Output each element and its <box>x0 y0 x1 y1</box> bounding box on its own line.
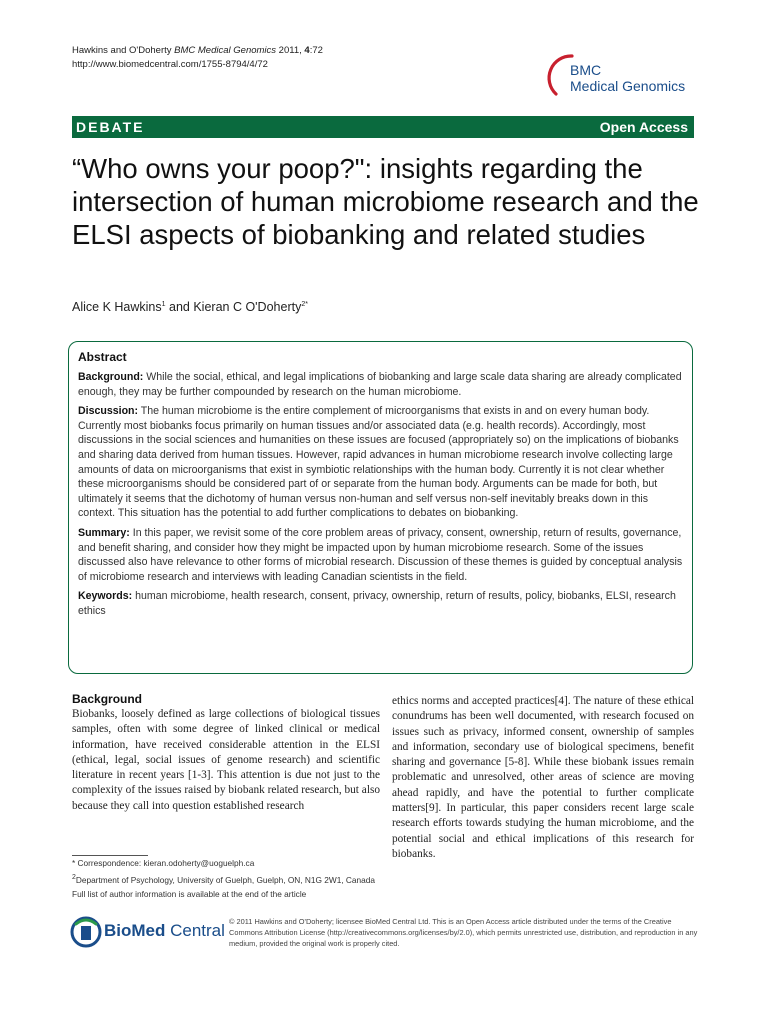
footnote-divider <box>72 855 148 856</box>
journal-logo-line2: Medical Genomics <box>570 78 686 94</box>
abstract-keywords <box>78 589 683 618</box>
affiliation-mark: 2 <box>72 874 76 882</box>
abstract-background <box>78 370 683 399</box>
article-type-banner <box>72 116 694 138</box>
citation-volume: 4 <box>304 45 310 56</box>
license-text: © 2011 Hawkins and O'Doherty; licensee BioMed Central Ltd. This is an Open Access article distributed under the terms of the Creative Commons Attribution License (http://creativecommons.org/licenses/by/2.0), which permits unrestricted use, distribution, and reproduction in any medium, provided the original work is properly cited. <box>229 917 698 948</box>
affiliation-text: Department of Psychology, University of Guelph, Guelph, ON, N1G 2W1, Canada <box>75 875 375 886</box>
publisher-name-light: Central <box>165 921 225 940</box>
author-affiliation-mark: 1 <box>161 300 166 308</box>
open-access-label: Open Access <box>599 119 688 135</box>
abstract-text: While the social, ethical, and legal implications of biobanking and large scale data sharing are already complicated enough, they may be further compounded by research on the human microbiome. <box>78 371 682 398</box>
abstract-summary <box>78 526 683 584</box>
body-column-left <box>72 692 380 814</box>
section-heading: Background <box>72 692 143 706</box>
abstract-text: The human microbiome is the entire complement of microorganisms that exists in and on every human body. Currently most biobanks focus primarily on human tissues and/or associated data (e.g. health records). Accordingly, most discussions in the social sciences and humanities on these issues are focused (appropriately so) on the implications of biobanks and sharing data derived from human tissues. However, rapid advances in human microbiome research involve collecting large amounts of data on microorganisms that exist in symbiotic relationships with the human body. Currently it is not clear whether these microorganisms should be considered part of or separate from the human body. Arguments can be made for both, but ultimately it seems that the dichotomy of human versus non-human and self versus non-self inevitably breaks down in this context. This situation has the potential to add further complications to debates on biobanking. <box>78 405 679 520</box>
body-paragraph: ethics norms and accepted practices[4]. The nature of these ethical conundrums has been well documented, with research focused on issues such as privacy, informed consent, ownership of samples and information, secondary use of biological specimens, benefit sharing and governance [5-8]. While these biobank issues remain problematic and unresolved, other areas of science are moving ahead rapidly, and have the potential to further complicate matters[9]. In particular, this paper considers recent large scale research efforts towards studying the human microbiome, and the potential social and ethical implications of this research for biobanks. <box>392 695 694 860</box>
footnotes <box>72 858 382 901</box>
abstract-text: human microbiome, health research, consent, privacy, ownership, return of results, policy, biobanks, ELSI, research ethics <box>78 590 676 617</box>
abstract-text: In this paper, we revisit some of the core problem areas of privacy, consent, ownership, return of results, governance, and benefit sharing, and consider how they might be impacted upon by human microbiome research. Some of the issues discussed also have relevance to other forms of microbial research. Discussion of these themes is guided by conceptual analysis of microbiome research and interviews with leading Canadian scientists in the field. <box>78 526 683 583</box>
citation-authors: Hawkins and O'Doherty <box>72 45 175 56</box>
author-separator: and <box>165 300 194 314</box>
citation-line <box>72 44 323 58</box>
affiliation-note <box>72 872 382 886</box>
abstract-discussion <box>78 404 683 521</box>
publisher-logo <box>70 914 230 952</box>
author-info-note: Full list of author information is available at the end of the article <box>72 889 307 900</box>
abstract-box <box>68 341 693 674</box>
abstract-heading: Abstract <box>78 350 127 364</box>
abstract-label: Keywords: <box>78 590 133 603</box>
publisher-name <box>104 921 225 941</box>
abstract-label: Summary: <box>78 526 130 539</box>
journal-logo <box>542 50 702 106</box>
abstract-label: Background: <box>78 371 144 383</box>
article-url[interactable]: http://www.biomedcentral.com/1755-8794/4/72 <box>72 59 268 70</box>
citation-journal: BMC Medical Genomics <box>174 45 277 56</box>
author-list <box>72 300 308 314</box>
author-affiliation-mark: 2* <box>301 300 308 308</box>
publisher-logo-icon <box>70 914 102 950</box>
author-name: Alice K Hawkins <box>72 300 162 314</box>
citation-article: :72 <box>309 45 323 56</box>
publisher-name-bold: BioMed <box>104 921 166 940</box>
citation-block <box>72 44 323 72</box>
journal-logo-line1: BMC <box>570 62 602 78</box>
article-title: “Who owns your poop?": insights regarding the intersection of human microbiome research and the ELSI aspects of biobanking and related studies <box>72 153 699 250</box>
author-name: Kieran C O'Doherty <box>193 300 302 314</box>
article-type: DEBATE <box>76 119 145 135</box>
abstract-label: Discussion: <box>78 405 139 418</box>
body-column-right <box>392 694 694 862</box>
citation-year: 2011, <box>276 45 305 56</box>
body-paragraph: Biobanks, loosely defined as large collections of biological tissues samples, often with some degree of linked clinical or medical information, have received considerable attention in the ELSI (ethical, legal, social issues of genome research) and scientific literature in recent years [1-3]. This attention is due not just to the complexity of the issues raised by biobank related research, but also because they call into question established research <box>72 708 380 812</box>
correspondence-note: * Correspondence: kieran.odoherty@uoguelph.ca <box>72 858 255 868</box>
